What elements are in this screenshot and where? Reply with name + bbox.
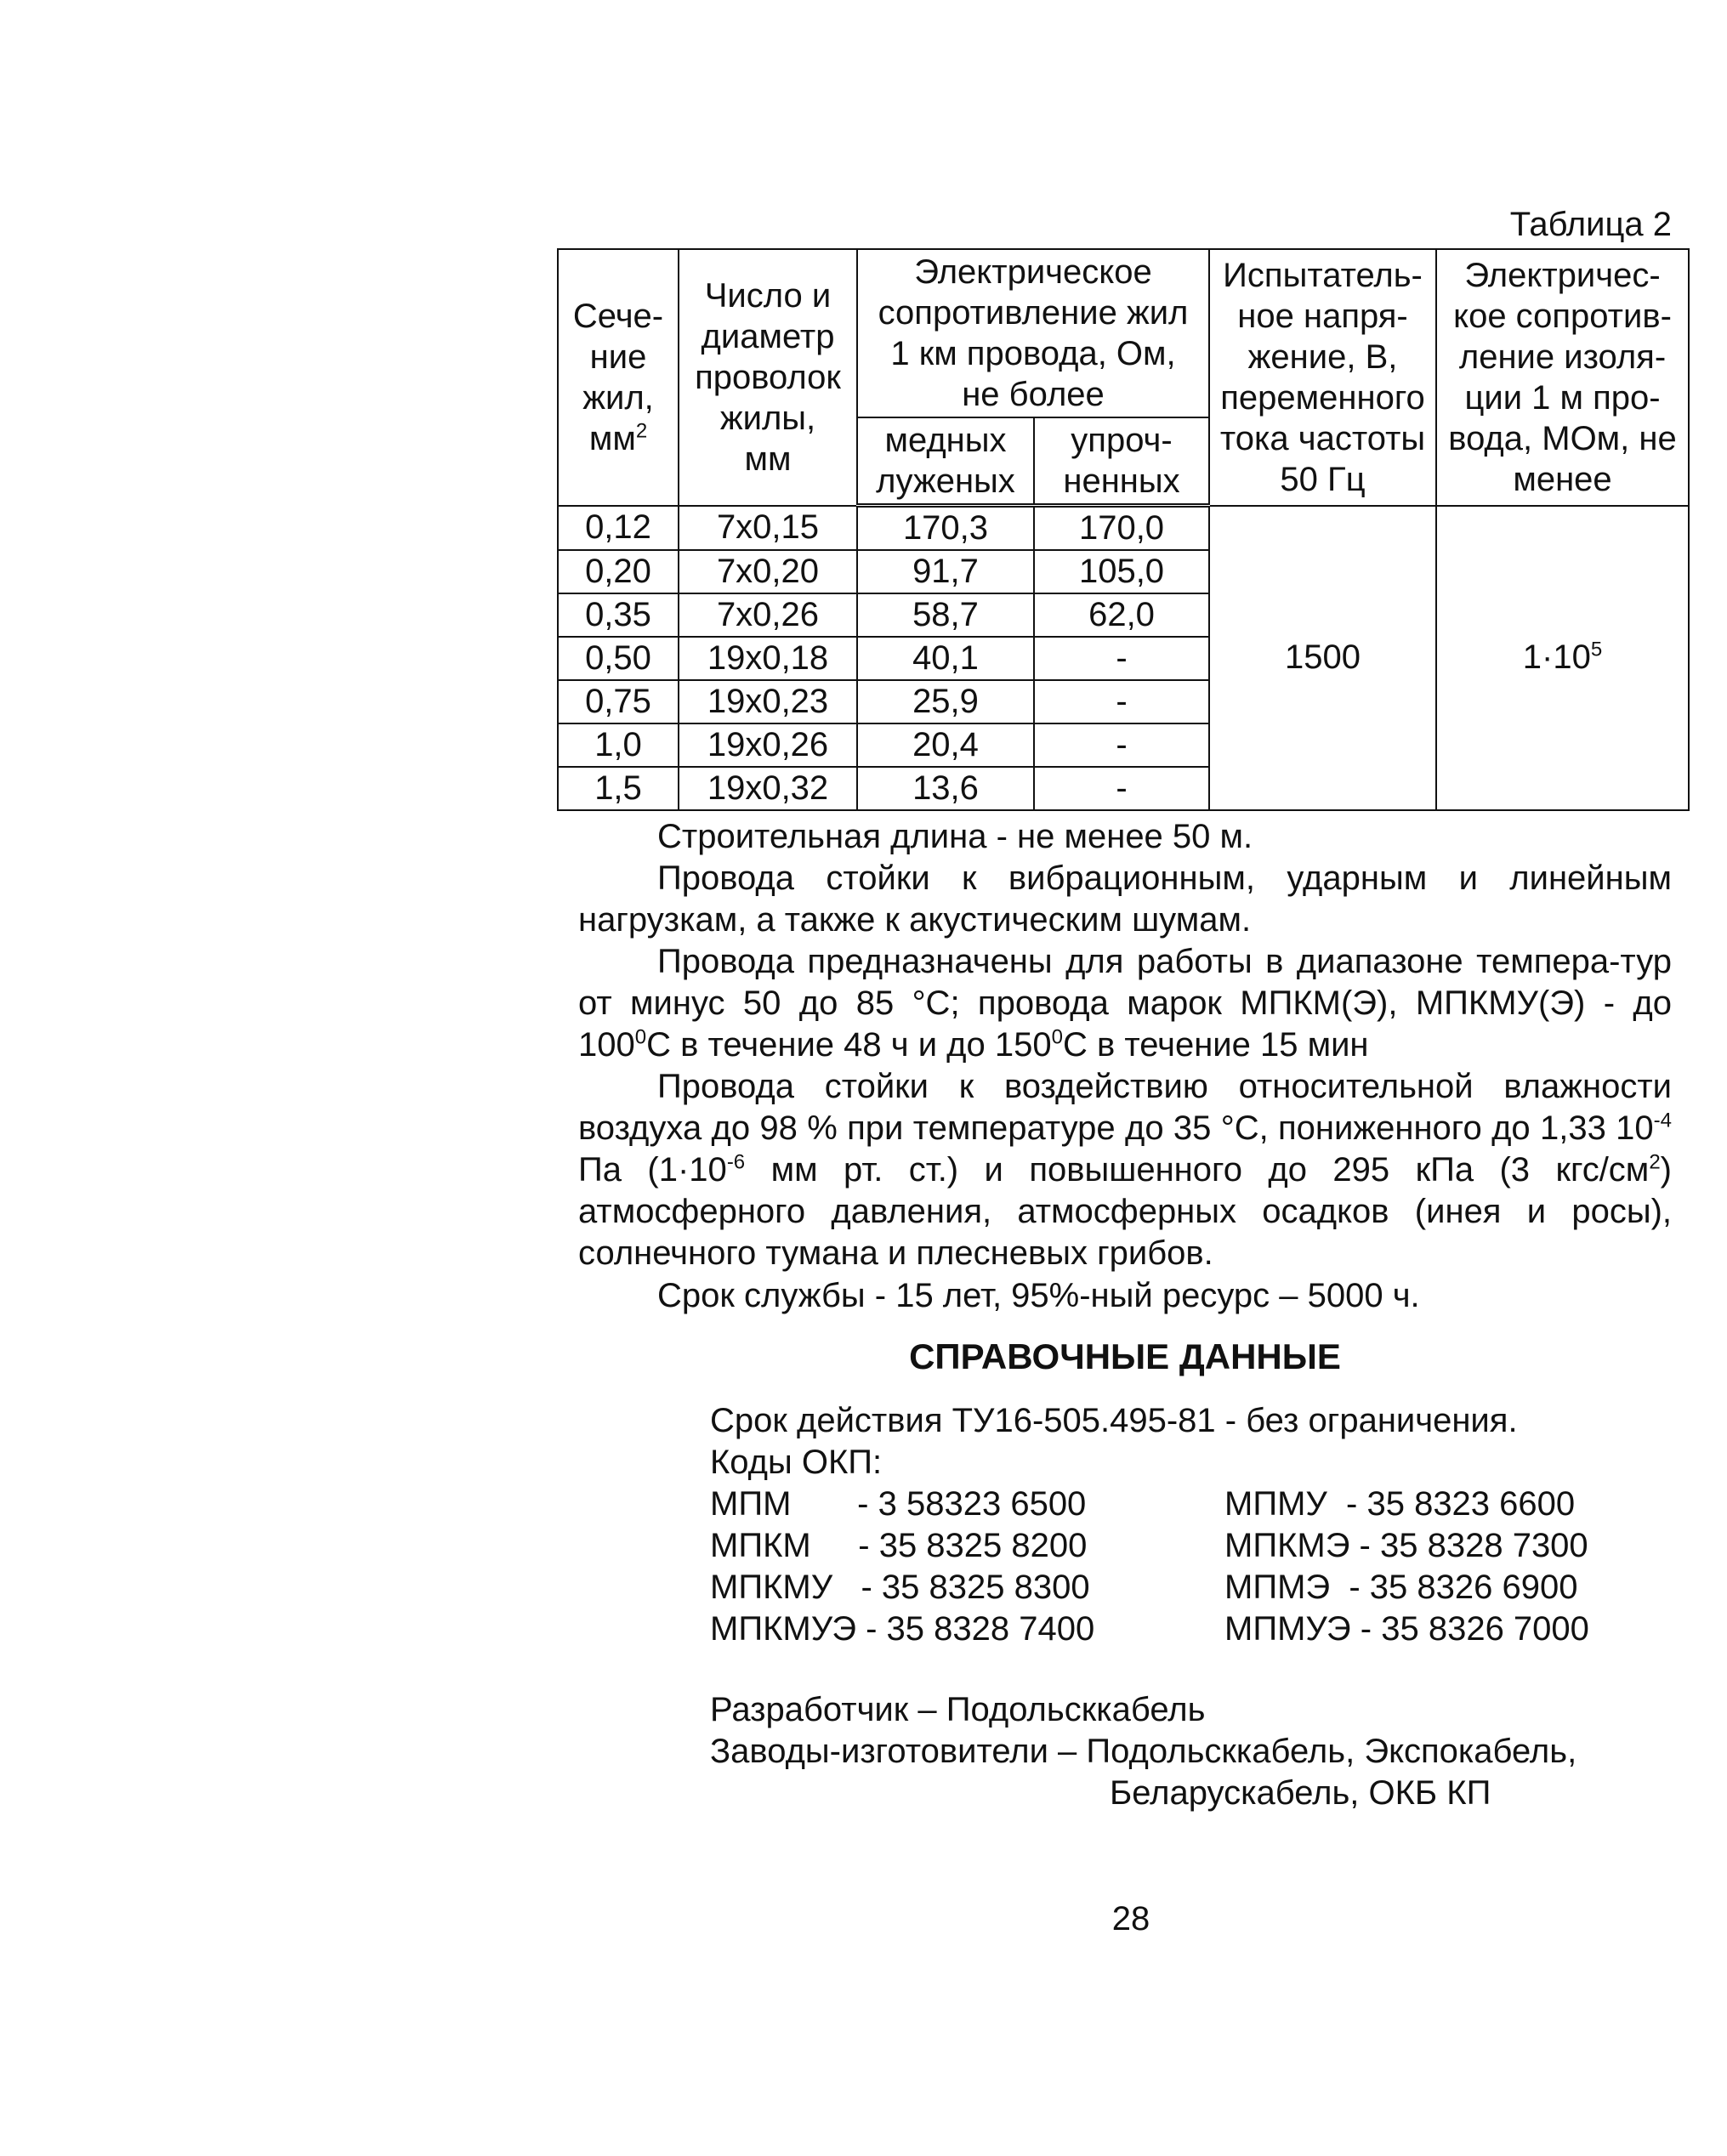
cell-copper: 58,7 [857,593,1034,637]
developer-text: Разработчик – Подольсккабель [710,1691,1206,1728]
cell-hardened: 105,0 [1034,550,1209,593]
cell-wires: 7х0,20 [679,550,857,593]
header-insulation-resistance: Электричес- кое сопротив- ление изоля- ции 1 м про- вода, МОм, не менее [1436,249,1689,506]
paragraph-construction-length: Строительная длина - не менее 50 м. [657,818,1253,855]
cell-copper: 20,4 [857,723,1034,767]
cell-section: 0,50 [558,637,679,680]
code-right: МПМУ - 35 8323 6600 [1224,1485,1576,1523]
paragraph-environment-resistance: Провода стойки к воздействию относительной влажности воздуха до 98 % при температуре до 35 °С, пониженного до 1,33 $10^{-4}$ Па ($1\cdot 10^{-6}$ мм рт. ст.) и повышенного до 295 кПа (3 кгс/$см^2$) атмосферного давления, атмосферных осадков (инея и росы), солнечного тумана и плесневых грибов. [578,1068,1672,1272]
code-row [710,1484,1671,1525]
code-right: МПКМЭ - 35 8328 7300 [1224,1527,1588,1564]
reference-heading: СПРАВОЧНЫЕ ДАННЫЕ [909,1336,1341,1376]
cell-section: 0,12 [558,506,679,551]
table-row [558,506,1689,551]
header-resistance-group: Электрическое сопротивление жил 1 км провода, Ом, не более [857,249,1209,417]
page-number: 28 [1111,1900,1150,1938]
manufacturers-line2: Беларускабель, ОКБ КП [1110,1774,1491,1812]
header-section: Сече- ние жил, $мм^2$ [558,249,679,506]
paragraph-vibration-resistance: Провода стойки к вибрационным, ударным и линейным нагрузкам, а также к акустическим шумам. [578,860,1672,939]
wire-spec-table [557,248,1690,811]
cell-copper: 13,6 [857,767,1034,810]
code-left: МПКМ - 35 8325 8200 [710,1527,1088,1564]
code-row [710,1567,1671,1608]
cell-hardened: 170,0 [1034,506,1209,551]
cell-wires: 19х0,32 [679,767,857,810]
cell-wires: 19х0,23 [679,680,857,723]
cell-hardened: - [1034,680,1209,723]
cell-test-voltage: 1500 [1209,506,1436,811]
cell-wires: 19х0,26 [679,723,857,767]
table-caption: Таблица 2 [1509,206,1672,243]
code-left: МПКМУЭ - 35 8328 7400 [710,1610,1095,1648]
header-tinned-copper: медных луженых [857,417,1034,506]
okp-codes [710,1484,1671,1650]
header-test-voltage: Испытатель- ное напря- жение, В, переменного тока частоты 50 Гц [1209,249,1436,506]
cell-hardened: - [1034,767,1209,810]
header-wires: Число и диаметр проволок жилы, мм [679,249,857,506]
cell-copper: 40,1 [857,637,1034,680]
code-row [710,1525,1671,1567]
cell-insulation-resistance: $1\cdot 10^5$ [1436,506,1689,811]
cell-section: 0,35 [558,593,679,637]
header-hardened: упроч- ненных [1034,417,1209,506]
cell-section: 0,20 [558,550,679,593]
cell-copper: 170,3 [857,506,1034,551]
cell-section: 1,5 [558,767,679,810]
cell-hardened: - [1034,637,1209,680]
cell-section: 0,75 [558,680,679,723]
manufacturers-line1: Заводы-изготовители – Подольсккабель, Экспокабель, [710,1733,1577,1770]
codes-label: Коды ОКП: [710,1444,883,1481]
cell-hardened: - [1034,723,1209,767]
code-row [710,1608,1671,1650]
cell-hardened: 62,0 [1034,593,1209,637]
paragraph-temperature-range: Провода предназначены для работы в диапазоне темпера-тур от минус 50 до 85 °С; провода марок МПКМ(Э), МПКМУ(Э) - до $100^0С$ в течение 48 ч и до $150^0С$ в течение 15 мин [578,943,1672,1064]
cell-wires: 19х0,18 [679,637,857,680]
cell-wires: 7х0,26 [679,593,857,637]
validity-text: Срок действия ТУ16-505.495-81 - без ограничения. [710,1402,1518,1439]
code-left: МПМ - 3 58323 6500 [710,1485,1087,1523]
cell-section: 1,0 [558,723,679,767]
code-left: МПКМУ - 35 8325 8300 [710,1569,1090,1606]
cell-copper: 91,7 [857,550,1034,593]
cell-copper: 25,9 [857,680,1034,723]
paragraph-service-life: Срок службы - 15 лет, 95%-ный ресурс – 5000 ч. [657,1277,1420,1314]
code-right: МПМУЭ - 35 8326 7000 [1224,1610,1589,1648]
code-right: МПМЭ - 35 8326 6900 [1224,1569,1578,1606]
cell-wires: 7х0,15 [679,506,857,551]
